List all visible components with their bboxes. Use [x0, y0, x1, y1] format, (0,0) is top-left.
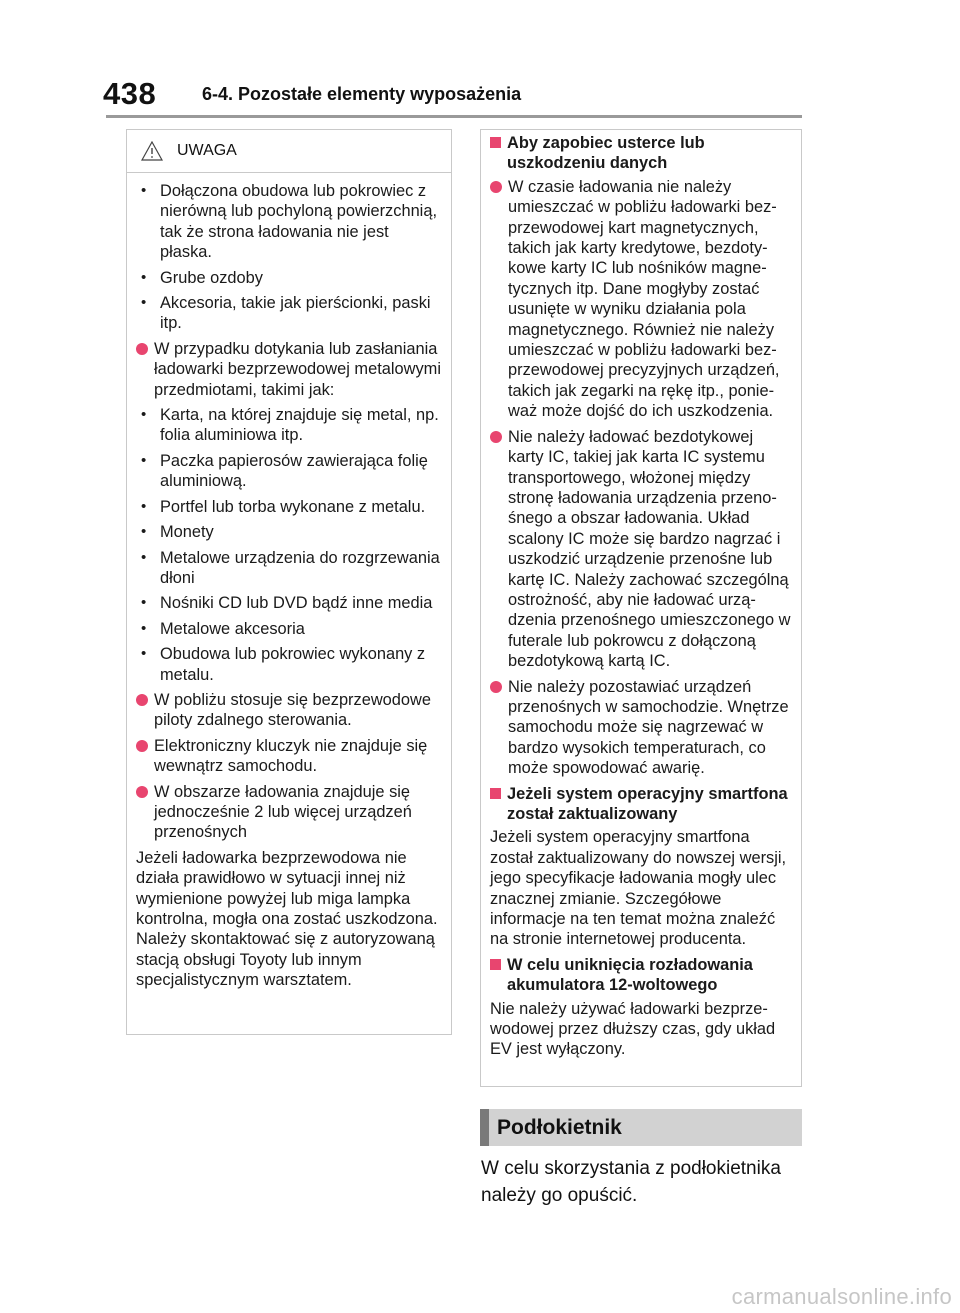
list-item: • Karta, na której znajduje się metal, np. folia aluminiowa itp.: [136, 405, 443, 446]
notice-box: [480, 129, 802, 1087]
warning-header: [127, 130, 451, 173]
warning-triangle-icon: [141, 141, 163, 161]
subheading: Jeżeli system operacyjny smartfona został zaktualizowany: [490, 784, 793, 825]
list-item: • Nośniki CD lub DVD bądź inne media: [136, 593, 443, 613]
list-item: W przypadku dotykania lub zasłaniania ładowarki bezprzewodowej metalowymi przedmiotami, takimi jak:: [136, 339, 443, 400]
list-item: • Metalowe akcesoria: [136, 619, 443, 639]
list-item: Nie należy pozostawiać urządzeń przenośnych w samochodzie. Wnętrze samochodu może się nagrzewać w bardzo wysokich temperaturach, co może spowodować awarię.: [490, 677, 793, 779]
paragraph: Nie należy używać ładowarki bezprzewodowej przez dłuższy czas, gdy układ EV jest wyłączony.: [490, 999, 776, 1059]
armrest-heading-bar: [480, 1109, 802, 1146]
warning-box: [126, 129, 452, 1035]
armrest-title: Podłokietnik: [497, 1115, 622, 1139]
list-item: • Metalowe urządzenia do rozgrzewania dłoni: [136, 548, 443, 589]
list-item: W czasie ładowania nie należy umieszczać w pobliżu ładowarki bezprzewodowej kart magnetycznych, takich jak karty kredytowe, bezdotykowe karty IC lub nośników magnetycznych itp. Dane mogłyby zostać usunięte w wyniku działania pola magnetycznego. Również nie należy umieszczać w pobliżu ładowarki bezprzewodowej precyzyjnych urządzeń, takich jak zegarki na rękę itp., ponieważ może dojść do ich uszkodzenia.: [490, 177, 793, 422]
subheading: W celu uniknięcia rozładowania akumulatora 12-woltowego: [490, 955, 793, 996]
list-item: • Portfel lub torba wykonane z metalu.: [136, 497, 443, 517]
heading-accent: [480, 1109, 489, 1146]
list-item: W pobliżu stosuje się bezprzewodowe piloty zdalnego sterowania.: [136, 690, 443, 731]
warning-content: [127, 173, 451, 991]
list-item: Elektroniczny kluczyk nie znajduje się wewnątrz samochodu.: [136, 736, 443, 777]
list-item: W obszarze ładowania znajduje się jednocześnie 2 lub więcej urządzeń przenośnych: [136, 782, 443, 843]
list-item: • Paczka papierosów zawierająca folię aluminiową.: [136, 451, 443, 492]
page-number: 438: [103, 76, 157, 111]
paragraph: Jeżeli system operacyjny smartfona został zaktualizowany do nowszej wersji, jego specyfikacje ładowania mogły ulec znacznej zmianie. Szczegółowe informacje na ten temat można znaleźć na stronie internetowej producenta.: [490, 828, 787, 949]
list-item: • Grube ozdoby: [136, 268, 443, 288]
section-title: 6-4. Pozostałe elementy wyposażenia: [202, 84, 522, 104]
header-divider: [106, 115, 802, 118]
warning-title: UWAGA: [177, 142, 237, 159]
paragraph: Jeżeli ładowarka bezprzewodowa nie działa prawidłowo w sytuacji innej niż wymienione powyżej lub miga lampka kontrolna, mogła ona zostać uszkodzona. Należy skontaktować się z autoryzowaną stacją obsługi Toyoty lub innym specjalistycznym warsztatem.: [136, 848, 438, 990]
watermark: carmanualsonline.info: [731, 1284, 952, 1309]
subheading: Aby zapobiec usterce lub uszkodzeniu danych: [490, 133, 793, 174]
list-item: • Obudowa lub pokrowiec wykonany z metalu.: [136, 644, 443, 685]
armrest-text: W celu skorzystania z podłokietnika należy go opuścić.: [481, 1158, 781, 1206]
list-item: • Monety: [136, 522, 443, 542]
notice-content: [481, 130, 801, 1060]
list-item: • Dołączona obudowa lub pokrowiec z nierówną lub pochyloną powierzchnią, tak że strona ładowania nie jest płaska.: [136, 181, 443, 263]
list-item: Nie należy ładować bezdotykowej karty IC, takiej jak karta IC systemu transportowego, włożonej między stronę ładowania urządzenia przenośnego a obszar ładowania. Układ scalony IC może się bardzo nagrzać i uszkodzić urządzenie przenośne lub kartę IC. Należy zachować szczególną ostrożność, aby nie ładować urządzenia przenośnego umieszczonego w futerale lub pokrowcu z dołączoną bezdotykową kartą IC.: [490, 427, 793, 672]
list-item: • Akcesoria, takie jak pierścionki, paski itp.: [136, 293, 443, 334]
